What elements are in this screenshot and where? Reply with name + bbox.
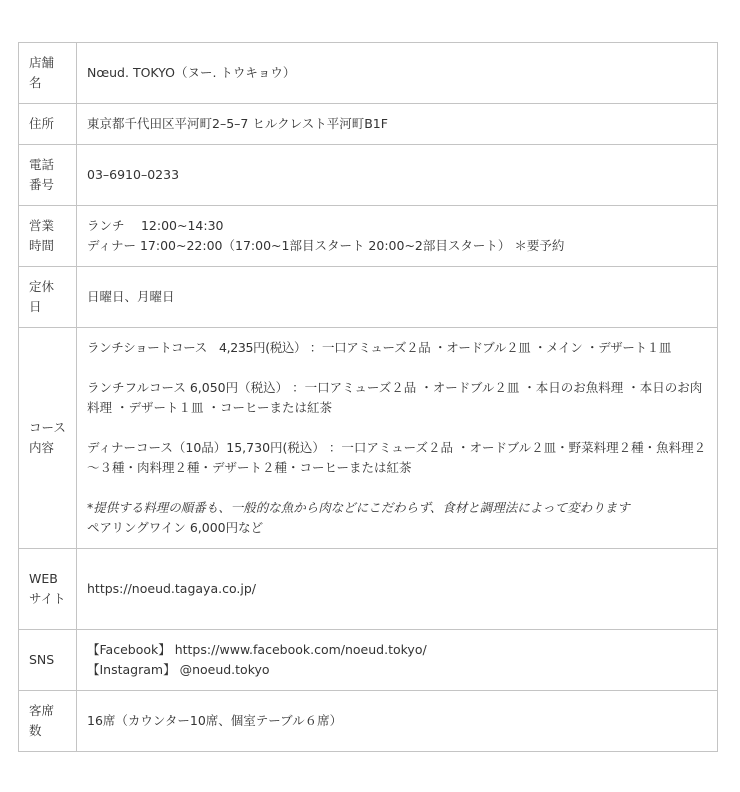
row-value — [77, 145, 718, 206]
row-label: コース内容 — [19, 328, 77, 549]
shop-info-table — [18, 42, 718, 752]
course-lunch-full: ランチフルコース 6,050円（税込） ：一口アミューズ２品 ・オードブル２皿 ・本日のお魚料理 ・本日のお肉料理 ・デザート１皿 ・コーヒーまたは紅茶 — [87, 380, 703, 415]
row-label: SNS — [19, 630, 77, 691]
pairing-wine: ペアリングワイン 6,000円など — [87, 520, 264, 535]
row-value — [77, 43, 718, 104]
sns-facebook[interactable]: 【Facebook】 https://www.facebook.com/noeud.tokyo/ — [87, 642, 427, 657]
seat-count: 16席（カウンター10席、個室テーブル６席） — [87, 713, 343, 728]
table-row-hours — [19, 206, 718, 267]
row-label: 電話番号 — [19, 145, 77, 206]
address: 東京都千代田区平河町2–5–7 ヒルクレスト平河町B1F — [87, 116, 388, 131]
hours-lunch: ランチ 12:00~14:30 — [87, 218, 224, 233]
row-label: WEBサイト — [19, 549, 77, 630]
table-row-seats — [19, 691, 718, 752]
row-label: 店舗名 — [19, 43, 77, 104]
sns-instagram[interactable]: 【Instagram】 @noeud.tokyo — [87, 662, 270, 677]
course-lunch-short: ランチショートコース 4,235円(税込） ：一口アミューズ２品 ・オードブル２皿 ・メイン ・デザート１皿 — [87, 340, 672, 355]
table-row-phone — [19, 145, 718, 206]
table-row-website — [19, 549, 718, 630]
row-label: 客席数 — [19, 691, 77, 752]
table-row-address — [19, 104, 718, 145]
table-row-sns — [19, 630, 718, 691]
hours-dinner: ディナー 17:00~22:00（17:00~1部目スタート 20:00~2部目スタート） ＊要予約 — [87, 238, 565, 253]
table-row-courses — [19, 328, 718, 549]
closed-days: 日曜日、月曜日 — [87, 289, 175, 304]
row-value — [77, 549, 718, 630]
row-value — [77, 328, 718, 549]
course-note: *提供する料理の順番も、一般的な魚から肉などにこだわらず、食材と調理法によって変わります — [87, 500, 630, 515]
row-label: 営業時間 — [19, 206, 77, 267]
row-label: 定休日 — [19, 267, 77, 328]
row-value — [77, 630, 718, 691]
row-label: 住所 — [19, 104, 77, 145]
table-row-closed-days — [19, 267, 718, 328]
website-link[interactable]: https://noeud.tagaya.co.jp/ — [87, 581, 256, 596]
phone-number: 03–6910–0233 — [87, 167, 180, 182]
row-value — [77, 691, 718, 752]
shop-name: Nœud. TOKYO（ヌー. トウキョウ） — [87, 65, 296, 80]
table-row-shop-name — [19, 43, 718, 104]
row-value — [77, 104, 718, 145]
row-value — [77, 206, 718, 267]
course-dinner: ディナーコース（10品）15,730円(税込） ：一口アミューズ２品 ・オードブル２皿・野菜料理２種・魚料理２～３種・肉料理２種・デザート２種・コーヒーまたは紅茶 — [87, 440, 707, 475]
row-value — [77, 267, 718, 328]
